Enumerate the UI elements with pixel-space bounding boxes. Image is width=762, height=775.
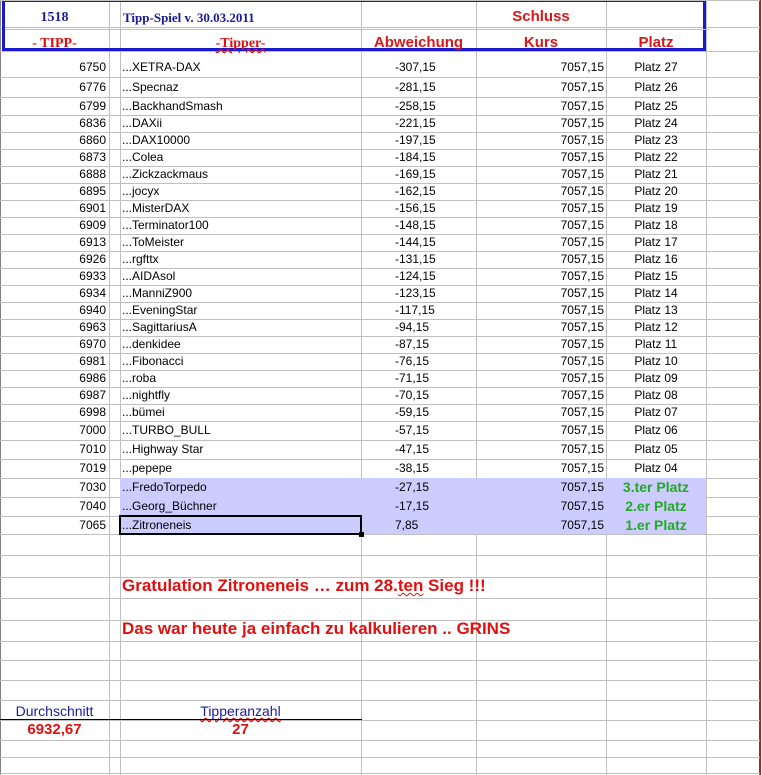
- gridline-h: [0, 598, 760, 599]
- abweichung-value[interactable]: -38,15: [395, 461, 430, 475]
- kurs-value[interactable]: 7057,15: [560, 218, 604, 232]
- tipp-value[interactable]: 7065: [79, 517, 106, 532]
- tipp-value[interactable]: 6981: [79, 354, 106, 368]
- footer-rule: [0, 719, 362, 720]
- tipp-value[interactable]: 7019: [79, 461, 106, 475]
- abweichung-value[interactable]: -123,15: [395, 286, 436, 300]
- platz-value[interactable]: 1.er Platz: [625, 516, 687, 533]
- tipp-value[interactable]: 6860: [79, 133, 106, 147]
- tipper-count-value[interactable]: 27: [232, 721, 249, 738]
- tipp-value[interactable]: 6888: [79, 167, 106, 181]
- congrats-text-misspelled: ten: [397, 576, 424, 595]
- abweichung-value[interactable]: -258,15: [395, 98, 436, 113]
- gridline-h: [0, 773, 760, 774]
- kurs-value[interactable]: 7057,15: [560, 461, 604, 475]
- tipp-value[interactable]: 6901: [79, 201, 106, 215]
- abweichung-value[interactable]: -148,15: [395, 218, 436, 232]
- kurs-value[interactable]: 7057,15: [560, 235, 604, 249]
- gridline-h: [0, 660, 760, 661]
- kurs-value[interactable]: 7057,15: [560, 517, 604, 532]
- gridline-h: [0, 757, 760, 758]
- tipp-value[interactable]: 6909: [79, 218, 106, 232]
- tipp-value[interactable]: 6998: [79, 405, 106, 419]
- abweichung-value[interactable]: -156,15: [395, 201, 436, 215]
- tipper-name[interactable]: ...BackhandSmash: [122, 98, 223, 113]
- abweichung-value[interactable]: -76,15: [395, 354, 430, 368]
- tipper-name[interactable]: ...Highway Star: [122, 442, 204, 456]
- tipp-value[interactable]: 6963: [79, 320, 106, 334]
- kurs-value[interactable]: 7057,15: [560, 480, 604, 494]
- comment-message[interactable]: Das war heute ja einfach zu kalkulieren .. GRINS: [122, 619, 511, 638]
- platz-value[interactable]: Platz 15: [634, 269, 678, 283]
- tipper-name[interactable]: ...EveningStar: [122, 303, 198, 317]
- kurs-value[interactable]: 7057,15: [560, 337, 604, 351]
- platz-value[interactable]: Platz 18: [634, 218, 678, 232]
- kurs-value[interactable]: 7057,15: [560, 184, 604, 198]
- congrats-text-end: Sieg !!!: [423, 576, 486, 595]
- kurs-value[interactable]: 7057,15: [560, 405, 604, 419]
- abweichung-value[interactable]: -94,15: [395, 320, 430, 334]
- tipp-value[interactable]: 6750: [79, 60, 106, 74]
- platz-value[interactable]: Platz 06: [634, 423, 678, 437]
- platz-value[interactable]: 2.er Platz: [625, 498, 687, 514]
- kurs-value[interactable]: 7057,15: [560, 423, 604, 437]
- abweichung-value[interactable]: -27,15: [395, 480, 430, 494]
- tipper-name[interactable]: ...Terminator100: [122, 218, 209, 232]
- tipper-name[interactable]: ...FredoTorpedo: [122, 480, 207, 494]
- tipp-value[interactable]: 6987: [79, 388, 106, 402]
- platz-value[interactable]: Platz 09: [634, 371, 678, 385]
- kurs-value[interactable]: 7057,15: [560, 252, 604, 266]
- abweichung-value[interactable]: -57,15: [395, 423, 430, 437]
- tipper-name[interactable]: ...Zitroneneis: [122, 517, 192, 532]
- tipp-value[interactable]: 7010: [79, 442, 106, 456]
- tipper-name[interactable]: ...Zickzackmaus: [122, 167, 209, 181]
- platz-value[interactable]: Platz 19: [634, 201, 678, 215]
- abweichung-value[interactable]: -17,15: [395, 499, 430, 513]
- kurs-value[interactable]: 7057,15: [560, 442, 604, 456]
- abweichung-value[interactable]: -131,15: [395, 252, 436, 266]
- tipp-value[interactable]: 6895: [79, 184, 106, 198]
- kurs-value[interactable]: 7057,15: [560, 167, 604, 181]
- platz-value[interactable]: Platz 27: [634, 60, 678, 74]
- abweichung-value[interactable]: 7,85: [395, 517, 419, 532]
- tipp-value[interactable]: 6913: [79, 235, 106, 249]
- gridline-h: [0, 720, 760, 721]
- gridline-h: [0, 700, 760, 701]
- col-header-kurs[interactable]: Kurs: [523, 34, 559, 51]
- kurs-value[interactable]: 7057,15: [560, 150, 604, 164]
- platz-value[interactable]: Platz 16: [634, 252, 678, 266]
- abweichung-value[interactable]: -47,15: [395, 442, 430, 456]
- tipper-name[interactable]: ...SagittariusA: [122, 320, 197, 334]
- platz-value[interactable]: Platz 12: [634, 320, 678, 334]
- platz-value[interactable]: Platz 11: [634, 337, 678, 351]
- average-value[interactable]: 6932,67: [27, 721, 82, 738]
- kurs-value[interactable]: 7057,15: [560, 201, 604, 215]
- tipper-name[interactable]: ...XETRA-DAX: [122, 60, 201, 74]
- tipp-value[interactable]: 6873: [79, 150, 106, 164]
- tipp-value[interactable]: 6776: [79, 79, 106, 94]
- game-number[interactable]: 1518: [40, 10, 69, 25]
- kurs-value[interactable]: 7057,15: [560, 98, 604, 113]
- platz-value[interactable]: Platz 17: [634, 235, 678, 249]
- selected-cell[interactable]: [119, 515, 362, 535]
- platz-value[interactable]: Platz 10: [634, 354, 678, 368]
- abweichung-value[interactable]: -117,15: [395, 303, 435, 317]
- tipper-name[interactable]: ...TURBO_BULL: [122, 423, 211, 437]
- platz-value[interactable]: Platz 20: [634, 184, 678, 198]
- kurs-value[interactable]: 7057,15: [560, 79, 604, 94]
- tipper-name[interactable]: ...Colea: [122, 150, 164, 164]
- tipp-value[interactable]: 6836: [79, 116, 106, 130]
- platz-value[interactable]: Platz 04: [634, 461, 678, 475]
- abweichung-value[interactable]: -144,15: [395, 235, 436, 249]
- platz-value[interactable]: Platz 23: [634, 133, 678, 147]
- col-header-platz[interactable]: Platz: [638, 34, 674, 51]
- tipp-value[interactable]: 6986: [79, 371, 106, 385]
- gridline-h: [0, 680, 760, 681]
- tipper-name[interactable]: ...Georg_Büchner: [122, 499, 217, 513]
- abweichung-value[interactable]: -281,15: [395, 79, 436, 94]
- abweichung-value[interactable]: -124,15: [395, 269, 436, 283]
- platz-value[interactable]: Platz 13: [634, 303, 678, 317]
- gridline-h: [0, 51, 760, 52]
- tipper-name[interactable]: ...rgfttx: [122, 252, 159, 266]
- abweichung-value[interactable]: -221,15: [395, 116, 436, 130]
- abweichung-value[interactable]: -87,15: [395, 337, 430, 351]
- tipp-value[interactable]: 6926: [79, 252, 106, 266]
- col-header-abweichung[interactable]: Abweichung: [373, 34, 464, 51]
- kurs-value[interactable]: 7057,15: [560, 116, 604, 130]
- tipper-name[interactable]: ...DAX10000: [122, 133, 191, 147]
- header-separator: [5, 29, 709, 30]
- kurs-value[interactable]: 7057,15: [560, 133, 604, 147]
- tipper-name[interactable]: ...DAXii: [122, 116, 163, 130]
- game-title[interactable]: Tipp-Spiel v. 30.03.2011: [123, 10, 255, 25]
- platz-value[interactable]: Platz 14: [634, 286, 678, 300]
- abweichung-value[interactable]: -71,15: [395, 371, 430, 385]
- gridline-h: [0, 740, 760, 741]
- gridline-h: [0, 555, 760, 556]
- gridline-h: [0, 641, 760, 642]
- tipper-name[interactable]: ...ManniZ900: [122, 286, 193, 300]
- kurs-value[interactable]: 7057,15: [560, 303, 604, 317]
- platz-value[interactable]: 3.ter Platz: [622, 479, 690, 495]
- kurs-value[interactable]: 7057,15: [560, 354, 604, 368]
- tipper-count-label[interactable]: Tipperanzahl: [200, 703, 281, 719]
- schluss-label[interactable]: Schluss: [512, 8, 570, 25]
- tipper-name[interactable]: ...MisterDAX: [122, 201, 190, 215]
- abweichung-value[interactable]: -307,15: [395, 60, 436, 74]
- tipper-name[interactable]: ...roba: [122, 371, 157, 385]
- average-label[interactable]: Durchschnitt: [15, 703, 94, 719]
- tipp-value[interactable]: 7000: [79, 423, 106, 437]
- abweichung-value[interactable]: -197,15: [395, 133, 436, 147]
- tipp-value[interactable]: 6799: [79, 98, 106, 113]
- platz-value[interactable]: Platz 24: [634, 116, 678, 130]
- tipper-name[interactable]: ...pepepe: [122, 461, 173, 475]
- abweichung-value[interactable]: -70,15: [395, 388, 430, 402]
- tipper-name[interactable]: ...bümei: [122, 405, 165, 419]
- kurs-value[interactable]: 7057,15: [560, 320, 604, 334]
- abweichung-value[interactable]: -184,15: [395, 150, 436, 164]
- kurs-value[interactable]: 7057,15: [560, 60, 604, 74]
- tipp-value[interactable]: 6970: [79, 337, 106, 351]
- tipper-name[interactable]: ...ToMeister: [122, 235, 185, 249]
- tipp-value[interactable]: 6940: [79, 303, 106, 317]
- tipper-name[interactable]: ...denkidee: [122, 337, 181, 351]
- congrats-text: Gratulation Zitroneneis … zum 28.: [122, 576, 398, 595]
- abweichung-value[interactable]: -162,15: [395, 184, 436, 198]
- platz-value[interactable]: Platz 21: [634, 167, 678, 181]
- abweichung-value[interactable]: -169,15: [395, 167, 436, 181]
- abweichung-value[interactable]: -59,15: [395, 405, 430, 419]
- tipp-value[interactable]: 6934: [79, 286, 106, 300]
- platz-value[interactable]: Platz 25: [634, 98, 678, 113]
- kurs-value[interactable]: 7057,15: [560, 388, 604, 402]
- col-header-tipp[interactable]: - TIPP-: [32, 36, 77, 51]
- tipper-name[interactable]: ...jocyx: [122, 184, 160, 198]
- fill-handle[interactable]: [359, 532, 364, 537]
- kurs-value[interactable]: 7057,15: [560, 371, 604, 385]
- platz-value[interactable]: Platz 08: [634, 388, 678, 402]
- tipper-name[interactable]: ...nightfly: [122, 388, 171, 402]
- platz-value[interactable]: Platz 26: [634, 79, 678, 94]
- congrats-message[interactable]: [122, 576, 486, 596]
- kurs-value[interactable]: 7057,15: [560, 286, 604, 300]
- kurs-value[interactable]: 7057,15: [560, 499, 604, 513]
- col-header-tipper[interactable]: -Tipper-: [215, 36, 266, 51]
- tipp-value[interactable]: 7030: [79, 480, 106, 494]
- platz-value[interactable]: Platz 05: [634, 442, 678, 456]
- kurs-value[interactable]: 7057,15: [560, 269, 604, 283]
- gridline-h: [0, 534, 760, 535]
- tipp-value[interactable]: 6933: [79, 269, 106, 283]
- tipper-name[interactable]: ...Fibonacci: [122, 354, 184, 368]
- tipper-name[interactable]: ...AIDAsol: [122, 269, 176, 283]
- tipper-name[interactable]: ...Specnaz: [122, 79, 179, 94]
- platz-value[interactable]: Platz 22: [634, 150, 678, 164]
- platz-value[interactable]: Platz 07: [634, 405, 678, 419]
- tipp-value[interactable]: 7040: [79, 499, 106, 513]
